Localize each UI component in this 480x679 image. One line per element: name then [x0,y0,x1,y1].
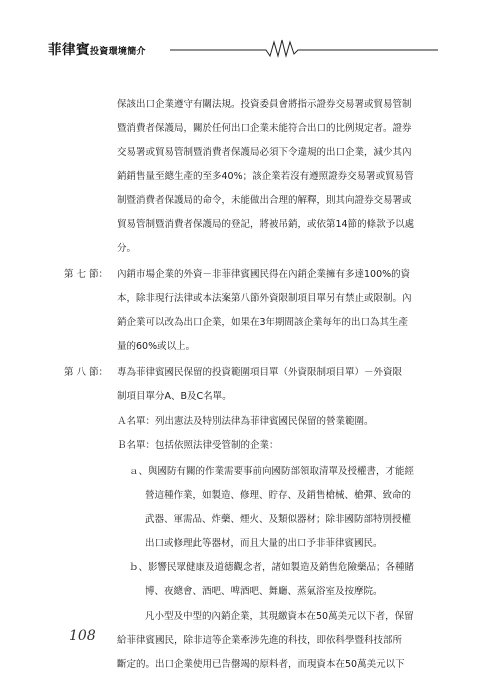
intro-line: 暨消費者保護局，關於任何出口企業未能符合出口的比例規定者。證券 [117,123,412,134]
list-a-line: Ａ名單：列出憲法及特別法律為菲律賓國民保留的營業範圍。 [117,416,374,427]
item-a-line: 武器、軍需品、炸藥、煙火、及類似器材；除非國防部特別授權 [145,514,412,525]
closing-line: 凡小型及中型的內銷企業，其現繳資本在50萬美元以下者，保留 [145,611,414,622]
closing-line: 斷定的。出口企業使用已告罄竭的原料者，而現資本在50萬美元以下 [117,659,405,670]
intro-line: 制暨消費者保護局的命令，未能做出合理的解釋，則其向證券交易署或 [117,195,412,206]
intro-line: 貿易管制暨消費者保護局的登記，將被吊銷，或依第14節的條款予以處 [117,219,415,230]
section-7-line: 銷企業可以改為出口企業，如果在3年期間該企業每年的出口為其生產 [117,317,409,328]
intro-line: 分。 [117,243,137,254]
item-a-line: ａ、與國防有關的作業需要事前向國防部領取清單及授權書，才能經 [129,466,415,477]
intro-line: 銷銷售量至總生產的至多40%；該企業若沒有遵照證券交易署或貿易管 [117,171,414,182]
item-a-line: 營這種作業，如製造、修理、貯存、及銷售槍械、槍彈、致命的 [145,490,412,501]
intro-line: 交易署或貿易管制暨消費者保護局必須下令違規的出口企業，減少其內 [117,147,412,158]
section-8-label: 第 八 節： [64,367,109,378]
item-b-line: ｂ、影響民眾健康及道德觀念者，諸如製造及銷售危險藥品；各種賭 [129,562,415,573]
header-title-sub: 投資環境簡介 [90,47,146,57]
section-8-line: 專為菲律賓國民保留的投資範圍項目單（外資限制項目單）－外資限 [117,367,403,378]
list-b-line: Ｂ名單：包括依照法律受管制的企業： [117,440,279,451]
section-7-line: 本，除非現行法律或本法案第八節外資限制項目單另有禁止或限制。內 [117,293,412,304]
item-a-line: 出口或修理此等器材，而且大量的出口予非菲律賓國民。 [145,538,383,549]
section-7-line: 內銷市場企業的外資－非菲律賓國民得在內銷企業擁有多達100%的資 [117,269,411,280]
section-7-line: 量的60%或以上。 [117,341,196,352]
item-b-line: 博、夜總會、酒吧、啤酒吧、舞廳、蒸氣浴室及按摩院。 [145,586,383,597]
intro-line: 保該出口企業遵守有關法規。投資委員會將指示證券交易署或貿易管制 [117,99,412,110]
closing-line: 給菲律賓國民，除非這等企業牽涉先進的科技，即依科學暨科技部所 [117,635,403,646]
section-7-label: 第 七 節： [64,269,109,280]
page-number: 108 [69,628,96,644]
section-8-line: 制項目單分A、B及C名單。 [117,391,232,402]
header-title-main: 菲律賓 [48,42,90,58]
